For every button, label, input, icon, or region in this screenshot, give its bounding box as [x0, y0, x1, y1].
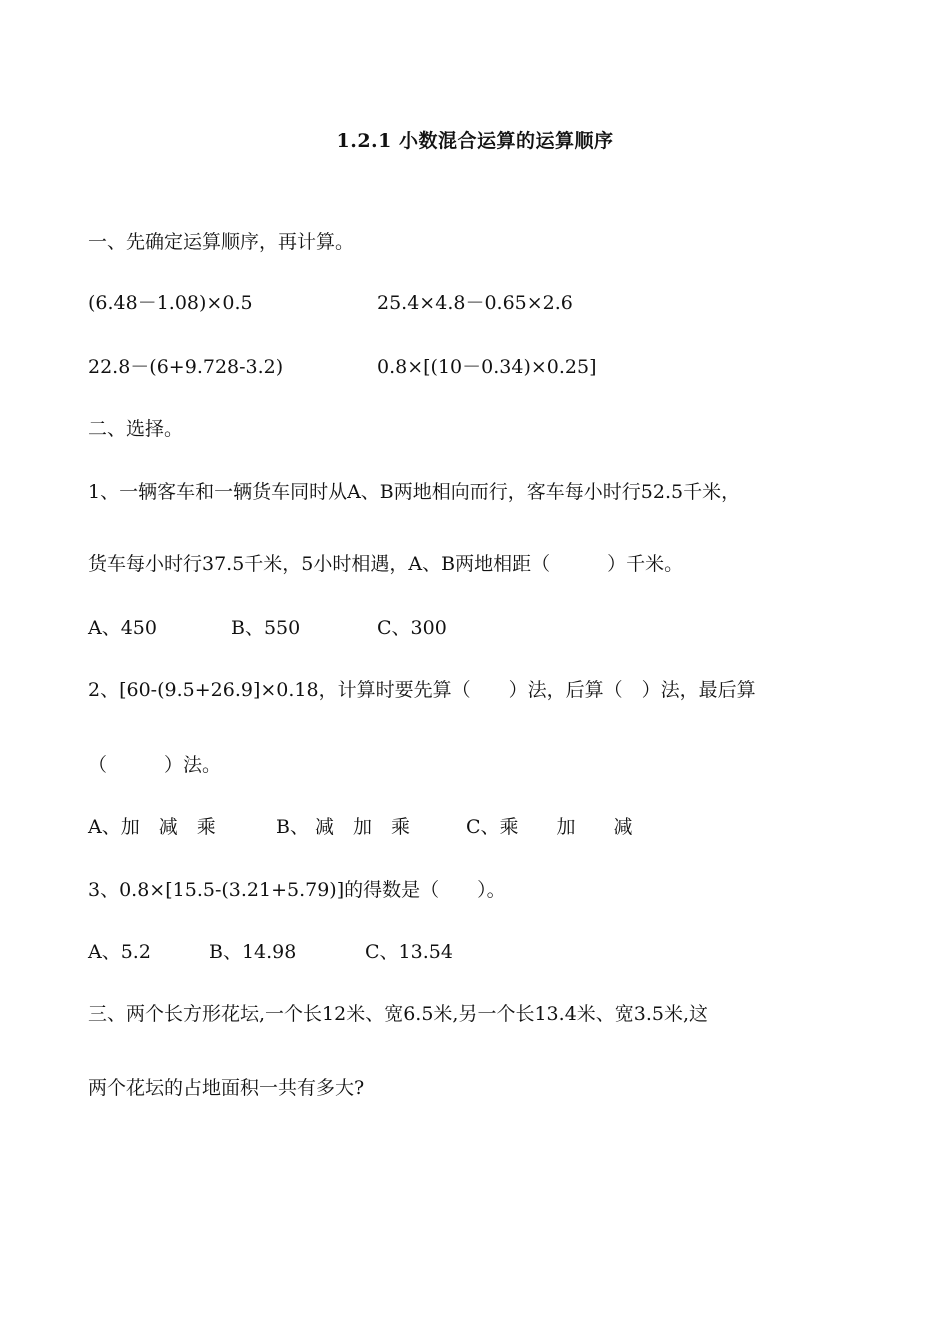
expression-2: 25.4×4.8－0.65×2.6: [377, 292, 573, 314]
page-title: 1.2.1 小数混合运算的运算顺序: [336, 130, 614, 152]
question-2-line-2: （ ）法。: [88, 754, 222, 776]
expression-1: (6.48－1.08)×0.5: [88, 292, 253, 314]
question-1-option-b: B、550: [231, 617, 301, 639]
question-3-option-c: C、13.54: [365, 941, 453, 963]
section2-heading: 二、选择。: [88, 418, 184, 440]
question-3-line-1: 3、0.8×[15.5-(3.21+5.79)]的得数是（ ）。: [88, 879, 506, 901]
question-1-line-2: 货车每小时行37.5千米，5小时相遇，A、B两地相距（ ）千米。: [88, 553, 684, 575]
section3-line-2: 两个花坛的占地面积一共有多大?: [88, 1077, 365, 1099]
question-1-option-c: C、300: [377, 617, 447, 639]
question-1-line-1: 1、一辆客车和一辆货车同时从A、B两地相向而行，客车每小时行52.5千米，: [88, 481, 741, 503]
question-1-option-a: A、450: [88, 617, 157, 639]
section3-line-1: 三、两个长方形花坛,一个长12米、宽6.5米,另一个长13.4米、宽3.5米,这: [88, 1003, 709, 1025]
expression-3: 22.8－(6+9.728-3.2): [88, 356, 284, 378]
question-2-option-b: B、 减 加 乘: [276, 816, 411, 838]
question-2-line-1: 2、[60-(9.5+26.9]×0.18，计算时要先算（ ）法，后算（ ）法，最后算: [88, 679, 756, 701]
question-2-option-c: C、乘 加 减: [466, 816, 633, 838]
question-3-option-a: A、5.2: [88, 941, 151, 963]
question-2-option-a: A、加 减 乘: [88, 816, 216, 838]
section1-heading: 一、先确定运算顺序，再计算。: [88, 231, 355, 253]
question-3-option-b: B、14.98: [209, 941, 297, 963]
expression-4: 0.8×[(10－0.34)×0.25]: [377, 356, 597, 378]
